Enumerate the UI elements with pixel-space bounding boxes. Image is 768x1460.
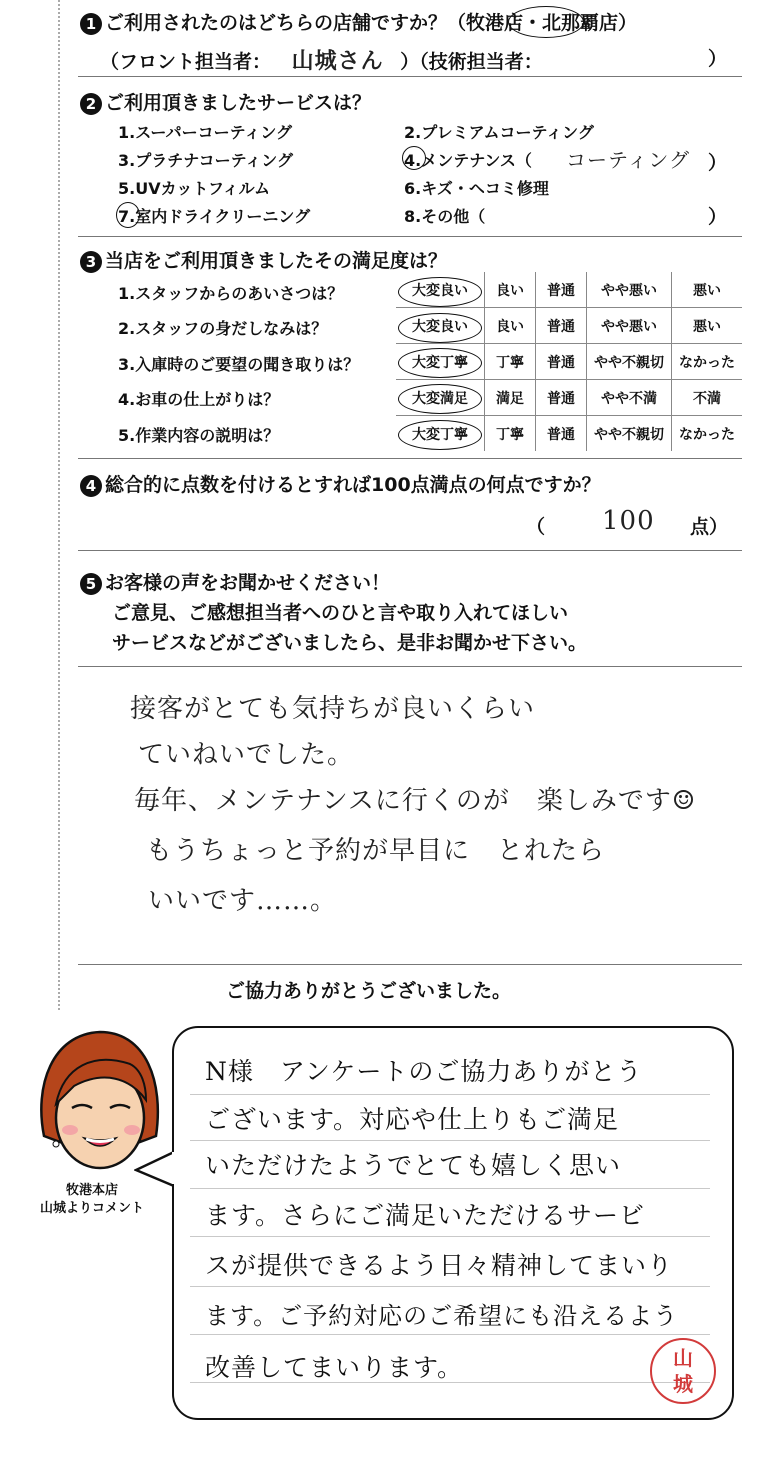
ruled-line (190, 1236, 710, 1237)
thanks-message: ご協力ありがとうございました。 (226, 980, 512, 1002)
question-number: 5 (80, 573, 102, 595)
rating-option: 大変丁寧 (396, 344, 485, 380)
question-4-text: 総合的に点数を付けるとすれば100点満点の何点ですか？ (105, 474, 601, 496)
selected-rating-circle (398, 277, 482, 307)
service-option-8: 8.その他（ (404, 207, 486, 226)
selected-rating-circle (398, 348, 482, 378)
rating-label-1: 1.スタッフからのあいさつは？ (118, 284, 344, 303)
divider (78, 666, 742, 667)
selected-store-circle (508, 6, 584, 38)
question-5-sub-2: サービスなどがございましたら、是非お聞かせ下さい。 (112, 632, 588, 654)
comment-line: スが提供できるよう日々精神してまいり (205, 1251, 674, 1280)
rating-option: 丁寧 (485, 344, 536, 380)
question-number: 2 (80, 93, 102, 115)
question-number: 1 (80, 13, 102, 35)
customer-answer-line: ていねいでした。 (138, 740, 355, 770)
question-number: 4 (80, 475, 102, 497)
rating-option: 普通 (536, 344, 587, 380)
score-open: （ (526, 516, 546, 538)
rating-option: 悪い (672, 308, 743, 344)
question-number: 3 (80, 251, 102, 273)
service-option-6: 6.キズ・ヘコミ修理 (404, 179, 549, 198)
rating-option: やや不親切 (587, 344, 672, 380)
rating-option: 丁寧 (485, 416, 536, 452)
divider (78, 964, 742, 965)
rating-option: やや悪い (587, 308, 672, 344)
question-5 (80, 568, 390, 595)
rating-option: やや悪い (587, 272, 672, 308)
divider (78, 236, 742, 237)
service-option-1: 1.スーパーコーティング (118, 123, 293, 142)
question-3 (80, 246, 447, 273)
rating-option: 普通 (536, 308, 587, 344)
seal-text (652, 1345, 714, 1397)
left-margin-dots (58, 0, 60, 1010)
question-2-text: ご利用頂きましたサービスは？ (105, 92, 372, 114)
ruled-line (190, 1140, 710, 1141)
service-option-5: 5.UVカットフィルム (118, 179, 271, 198)
rating-option: なかった (672, 416, 743, 452)
front-staff-answer: 山城さん (291, 48, 384, 74)
seal-character: 城 (673, 1372, 693, 1396)
front-staff-label: （フロント担当者： (100, 51, 272, 73)
tech-staff-label: ）（技術担当者： (400, 51, 543, 73)
rating-option: 不満 (672, 380, 743, 416)
divider (78, 550, 742, 551)
bubble-tail-gap (172, 1152, 180, 1184)
rating-label-4: 4.お車の仕上がりは？ (118, 390, 280, 409)
option-close: ） (708, 152, 728, 174)
customer-answer-line: いいです……。 (148, 886, 338, 916)
question-5-sub-1: ご意見、ご感想担当者へのひと言や取り入れてほしい (112, 602, 569, 624)
question-5-text: お客様の声をお聞かせください！ (105, 572, 391, 594)
comment-line: いただけたようでとても嬉しく思い (205, 1151, 622, 1180)
rating-option: 普通 (536, 380, 587, 416)
divider (78, 458, 742, 459)
selected-rating-circle (398, 420, 482, 450)
question-1-text: ご利用されたのはどちらの店舗ですか？（牧港店・北那覇店） (105, 12, 638, 34)
ruled-line (190, 1094, 710, 1095)
service-option-7: 7.室内ドライクリーニング (118, 207, 311, 226)
customer-answer-line: 接客がとても気持ちが良いくらい (130, 694, 536, 724)
rating-option: 大変良い (396, 308, 485, 344)
divider (78, 76, 742, 77)
rating-option: 良い (485, 308, 536, 344)
comment-line: ます。ご予約対応のご希望にも沿えるよう (205, 1302, 679, 1330)
rating-label-2: 2.スタッフの身だしなみは？ (118, 319, 328, 338)
comment-line: N様 アンケートのご協力ありがとう (205, 1057, 643, 1086)
selected-rating-circle (398, 313, 482, 343)
name-seal (650, 1338, 716, 1404)
tech-staff-close: ） (708, 48, 728, 70)
selected-rating-circle (398, 384, 482, 414)
rating-option: 大変良い (396, 272, 485, 308)
comment-line: ます。さらにご満足いただけるサービ (205, 1201, 646, 1230)
question-4 (80, 470, 601, 497)
question-2 (80, 88, 371, 115)
seal-character: 山 (673, 1346, 693, 1370)
comment-line: 改善してまいります。 (205, 1353, 464, 1382)
rating-option: 普通 (536, 272, 587, 308)
service-option-2: 2.プレミアムコーティング (404, 123, 594, 142)
ruled-line (190, 1334, 710, 1335)
question-3-text: 当店をご利用頂きましたその満足度は？ (105, 250, 448, 272)
rating-option: 普通 (536, 416, 587, 452)
staff-line (100, 44, 543, 75)
rating-option: 大変満足 (396, 380, 485, 416)
rating-option: 満足 (485, 380, 536, 416)
rating-option: 大変丁寧 (412, 426, 468, 443)
ruled-line (190, 1286, 710, 1287)
rating-label-3: 3.入庫時のご要望の聞き取りは？ (118, 355, 360, 374)
selected-option-circle (402, 146, 426, 170)
score-value: 100 (602, 506, 655, 536)
rating-label-5: 5.作業内容の説明は？ (118, 426, 280, 445)
service-option-3: 3.プラチナコーティング (118, 151, 293, 170)
rating-option: やや不満 (587, 380, 672, 416)
option-close: ） (708, 206, 728, 228)
staff-store: 牧港本店 (65, 1183, 118, 1198)
comment-line: ございます。対応や仕上りもご満足 (205, 1105, 620, 1134)
ruled-line (190, 1188, 710, 1189)
customer-answer-line: もうちょっと予約が早目に とれたら (146, 836, 606, 866)
score-unit: 点） (690, 516, 729, 538)
rating-option: 良い (485, 272, 536, 308)
service-option-4: 4.メンテナンス（ (404, 151, 532, 170)
maintenance-note: コーティング (566, 148, 690, 172)
rating-option: やや不親切 (587, 416, 672, 452)
selected-option-circle (116, 202, 140, 228)
rating-option: 悪い (672, 272, 743, 308)
staff-comment-label: 山城よりコメント (39, 1201, 144, 1216)
rating-option: なかった (672, 344, 743, 380)
customer-answer-line: 毎年、メンテナンスに行くのが 楽しみです☺ (134, 786, 697, 816)
